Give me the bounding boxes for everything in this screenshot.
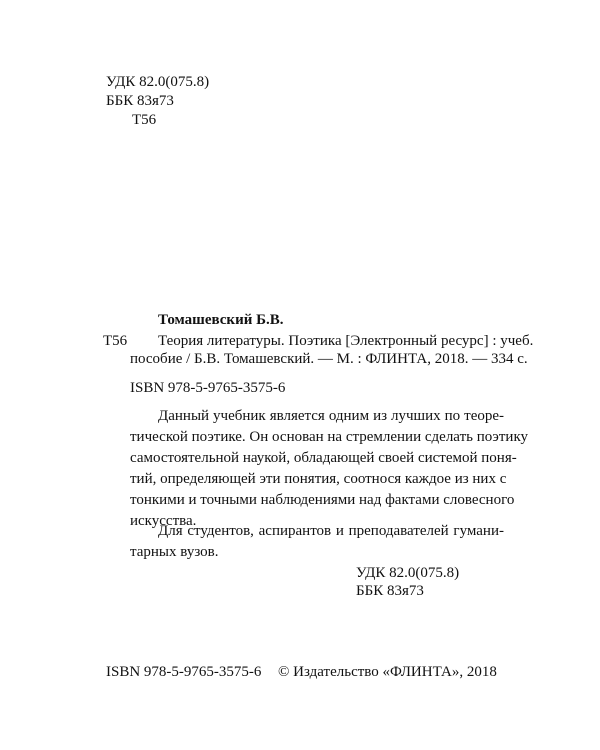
annotation-line: самостоятельной наукой, обладающей своей системой поня- [130, 450, 517, 466]
annotation-line: тий, определяющей эти понятия, соотнося каждое из них с [130, 471, 507, 487]
audience-line: тарных вузов. [130, 544, 219, 560]
top-bbk: ББК 83я73 [106, 93, 174, 109]
annotation-line: тонкими и точными наблюдениями над фактами словесного [130, 492, 515, 508]
annotation-line: тической поэтике. Он основан на стремлении сделать поэтику [130, 429, 529, 445]
bottom-bbk: ББК 83я73 [356, 583, 424, 599]
top-udk: УДК 82.0(075.8) [106, 74, 210, 90]
annotation-line: искусства. [130, 513, 197, 529]
top-author-code: Т56 [132, 112, 157, 128]
bottom-udk: УДК 82.0(075.8) [356, 565, 460, 581]
title-line-2: пособие / Б.В. Томашевский. — М. : ФЛИНТА, 2018. — 334 с. [130, 351, 528, 367]
footer-copyright: © Издательство «ФЛИНТА», 2018 [278, 664, 497, 680]
author-name: Томашевский Б.В. [158, 312, 284, 328]
audience-line: Для студентов, аспирантов и преподавателей гумани- [158, 523, 504, 539]
footer-isbn: ISBN 978-5-9765-3575-6 [106, 664, 262, 680]
author-code: Т56 [103, 333, 128, 349]
audience-paragraph [130, 521, 504, 563]
annotation-line: Данный учебник является одним из лучших по теоре- [158, 408, 504, 424]
title-line-1: Теория литературы. Поэтика [Электронный ресурс] : учеб. [158, 333, 534, 349]
annotation-paragraph [130, 406, 529, 532]
isbn-line: ISBN 978-5-9765-3575-6 [130, 380, 286, 396]
